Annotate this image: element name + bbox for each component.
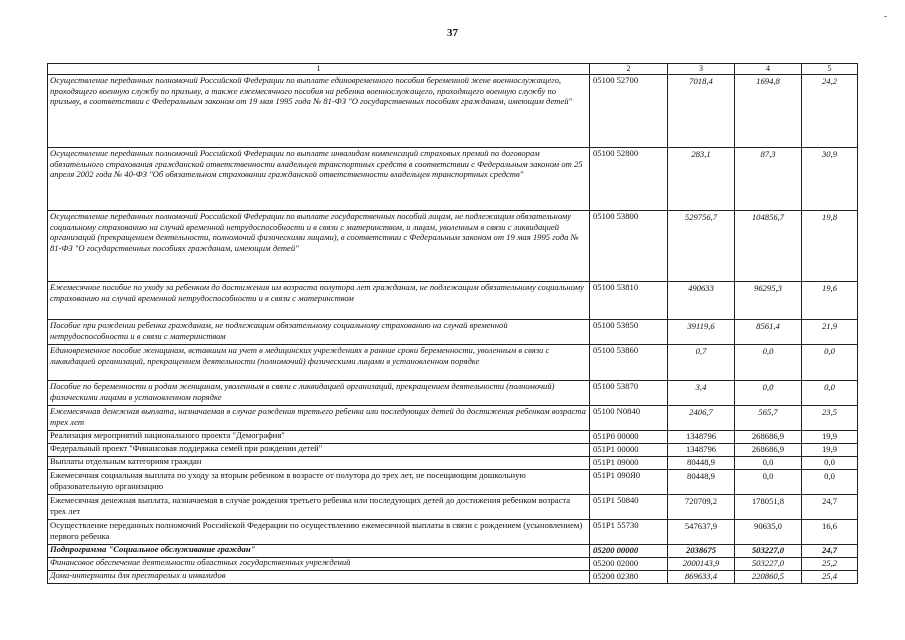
header-col-5: 5 bbox=[802, 64, 858, 75]
row-percent: 0,0 bbox=[802, 457, 858, 470]
row-name: Ежемесячная социальная выплата по уходу за вторым ребенком в возрасте от полутора до трех лет, не посещающим дошкольную образовательную организацию bbox=[48, 470, 590, 495]
row-name: Ежемесячная денежная выплата, назначаемая в случае рождения третьего ребенка или последующих детей до достижения ребенком возраста трех лет bbox=[48, 495, 590, 520]
table-row bbox=[48, 520, 858, 545]
row-plan: 80448,9 bbox=[668, 470, 735, 495]
table-row bbox=[48, 470, 858, 495]
row-plan: 1348796 bbox=[668, 444, 735, 457]
table-row bbox=[48, 75, 858, 148]
header-col-4: 4 bbox=[735, 64, 802, 75]
row-actual: 104856,7 bbox=[735, 211, 802, 282]
row-percent: 0,0 bbox=[802, 381, 858, 406]
row-plan: 490633 bbox=[668, 282, 735, 320]
page-number: 37 bbox=[447, 27, 458, 39]
row-percent: 30,9 bbox=[802, 148, 858, 211]
row-name: Пособие по беременности и родам женщинам, уволенным в связи с ликвидацией организаций, прекращением деятельности (полномочий) физическими лицами в установленном порядке bbox=[48, 381, 590, 406]
row-name: Осуществление переданных полномочий Российской Федерации по выплате инвалидам компенсаций страховых премий по договорам обязательного страхования гражданской ответственности владельцев транспортных средств в соответствии с Федеральным законом от 25 апреля 2002 года № 40-ФЗ "Об обязательном страховании гражданской ответственности владельцев транспортных средств" bbox=[48, 148, 590, 211]
row-code: 051P1 00000 bbox=[590, 444, 668, 457]
row-actual: 268686,9 bbox=[735, 444, 802, 457]
row-code: 05100 N0840 bbox=[590, 406, 668, 431]
row-name: Финансовое обеспечение деятельности областных государственных учреждений bbox=[48, 558, 590, 571]
row-name: Единовременное пособие женщинам, вставшим на учет в медицинских учреждениях в ранние сроки беременности, уволенным в связи с ликвидацией организаций, прекращением деятельности (полномочий) физическими лицами в установленном порядке bbox=[48, 345, 590, 381]
row-actual: 0,0 bbox=[735, 381, 802, 406]
row-actual: 178051,8 bbox=[735, 495, 802, 520]
row-plan: 80448,9 bbox=[668, 457, 735, 470]
row-code: 05100 53850 bbox=[590, 320, 668, 345]
row-plan: 720709,2 bbox=[668, 495, 735, 520]
table-row bbox=[48, 381, 858, 406]
row-name: Ежемесячная денежная выплата, назначаемая в случае рождения третьего ребенка или последующих детей до достижения ребенком возраста трех лет bbox=[48, 406, 590, 431]
row-plan: 3,4 bbox=[668, 381, 735, 406]
row-name: Ежемесячное пособие по уходу за ребенком до достижения им возраста полутора лет гражданам, не подлежащим обязательному социальному страхованию на случай временной нетрудоспособности и в связи с материнством bbox=[48, 282, 590, 320]
row-code: 05100 53860 bbox=[590, 345, 668, 381]
row-percent: 24,7 bbox=[802, 545, 858, 558]
row-plan: 0,7 bbox=[668, 345, 735, 381]
row-code: 051P0 00000 bbox=[590, 431, 668, 444]
row-percent: 19,9 bbox=[802, 444, 858, 457]
row-name: Пособие при рождении ребенка гражданам, не подлежащим обязательному социальному страхованию на случай временной нетрудоспособности и в связи с материнством bbox=[48, 320, 590, 345]
row-name: Осуществление переданных полномочий Российской Федерации по выплате государственных пособий лицам, не подлежащим обязательному социальному страхованию на случай временной нетрудоспособности и в связи с материнством, и лицам, уволенным в связи с ликвидацией организаций (прекращением деятельности, полномочий физическими лицами), в соответствии с Федеральным законом от 19 мая 1995 года № 81-ФЗ "О государственных пособиях гражданам, имеющим детей" bbox=[48, 211, 590, 282]
row-code: 051P1 55730 bbox=[590, 520, 668, 545]
table-row bbox=[48, 431, 858, 444]
row-percent: 24,7 bbox=[802, 495, 858, 520]
row-name: Осуществление переданных полномочий Российской Федерации по осуществлению ежемесячной выплаты в связи с рождением (усыновлением) первого ребенка bbox=[48, 520, 590, 545]
row-actual: 268686,9 bbox=[735, 431, 802, 444]
row-actual: 0,0 bbox=[735, 470, 802, 495]
table-row bbox=[48, 495, 858, 520]
row-actual: 90635,0 bbox=[735, 520, 802, 545]
row-code: 05200 02000 bbox=[590, 558, 668, 571]
row-code: 051P1 090Я0 bbox=[590, 470, 668, 495]
row-code: 05100 53800 bbox=[590, 211, 668, 282]
row-percent: 0,0 bbox=[802, 470, 858, 495]
row-percent: 16,6 bbox=[802, 520, 858, 545]
row-code: 05100 53810 bbox=[590, 282, 668, 320]
row-percent: 24,2 bbox=[802, 75, 858, 148]
row-percent: 19,6 bbox=[802, 282, 858, 320]
row-percent: 19,9 bbox=[802, 431, 858, 444]
row-name: Подпрограмма "Социальное обслуживание граждан" bbox=[48, 545, 590, 558]
row-plan: 869633,4 bbox=[668, 571, 735, 584]
row-actual: 8561,4 bbox=[735, 320, 802, 345]
row-plan: 2000143,9 bbox=[668, 558, 735, 571]
row-plan: 283,1 bbox=[668, 148, 735, 211]
row-code: 05100 52700 bbox=[590, 75, 668, 148]
row-actual: 0,0 bbox=[735, 345, 802, 381]
table-row bbox=[48, 571, 858, 584]
row-plan: 7018,4 bbox=[668, 75, 735, 148]
row-name: Дома-интернаты для престарелых и инвалидов bbox=[48, 571, 590, 584]
row-code: 05200 00000 bbox=[590, 545, 668, 558]
table-row bbox=[48, 148, 858, 211]
table-row bbox=[48, 320, 858, 345]
row-plan: 39119,6 bbox=[668, 320, 735, 345]
header-col-1: 1 bbox=[48, 64, 590, 75]
table-row bbox=[48, 457, 858, 470]
header-col-2: 2 bbox=[590, 64, 668, 75]
row-actual: 565,7 bbox=[735, 406, 802, 431]
row-actual: 503227,0 bbox=[735, 545, 802, 558]
row-percent: 0,0 bbox=[802, 345, 858, 381]
row-code: 05100 52800 bbox=[590, 148, 668, 211]
row-plan: 2406,7 bbox=[668, 406, 735, 431]
row-actual: 96295,3 bbox=[735, 282, 802, 320]
table-row-subprogram bbox=[48, 545, 858, 558]
row-plan: 547637,9 bbox=[668, 520, 735, 545]
row-plan: 1348796 bbox=[668, 431, 735, 444]
row-percent: 19,8 bbox=[802, 211, 858, 282]
row-code: 051P1 09000 bbox=[590, 457, 668, 470]
row-percent: 25,4 bbox=[802, 571, 858, 584]
row-code: 05200 02380 bbox=[590, 571, 668, 584]
row-name: Федеральный проект "Финансовая поддержка семей при рождении детей" bbox=[48, 444, 590, 457]
row-actual: 87,3 bbox=[735, 148, 802, 211]
table-row bbox=[48, 558, 858, 571]
row-actual: 1694,8 bbox=[735, 75, 802, 148]
row-percent: 21,9 bbox=[802, 320, 858, 345]
row-actual: 503227,0 bbox=[735, 558, 802, 571]
row-name: Реализация мероприятий национального проекта "Демография" bbox=[48, 431, 590, 444]
table-row bbox=[48, 406, 858, 431]
row-percent: 23,5 bbox=[802, 406, 858, 431]
row-name: Осуществление переданных полномочий Российской Федерации по выплате единовременного пособия беременной жене военнослужащего, проходящего военную службу по призыву, а также ежемесячного пособия на ребенка военнослужащего, проходящего военную службу по призыву, в соответствии с Федеральным законом от 19 мая 1995 года № 81-ФЗ "О государственных пособиях гражданам, имеющим детей" bbox=[48, 75, 590, 148]
table-header-row bbox=[48, 64, 858, 75]
row-plan: 529756,7 bbox=[668, 211, 735, 282]
table-row bbox=[48, 211, 858, 282]
table-row bbox=[48, 444, 858, 457]
header-col-3: 3 bbox=[668, 64, 735, 75]
row-actual: 0,0 bbox=[735, 457, 802, 470]
table-row bbox=[48, 345, 858, 381]
row-code: 051P1 50840 bbox=[590, 495, 668, 520]
corner-mark bbox=[884, 16, 887, 17]
row-name: Выплаты отдельным категориям граждан bbox=[48, 457, 590, 470]
budget-table bbox=[47, 63, 858, 584]
row-percent: 25,2 bbox=[802, 558, 858, 571]
row-actual: 220860,5 bbox=[735, 571, 802, 584]
row-code: 05100 53870 bbox=[590, 381, 668, 406]
row-plan: 2038675 bbox=[668, 545, 735, 558]
table-row bbox=[48, 282, 858, 320]
